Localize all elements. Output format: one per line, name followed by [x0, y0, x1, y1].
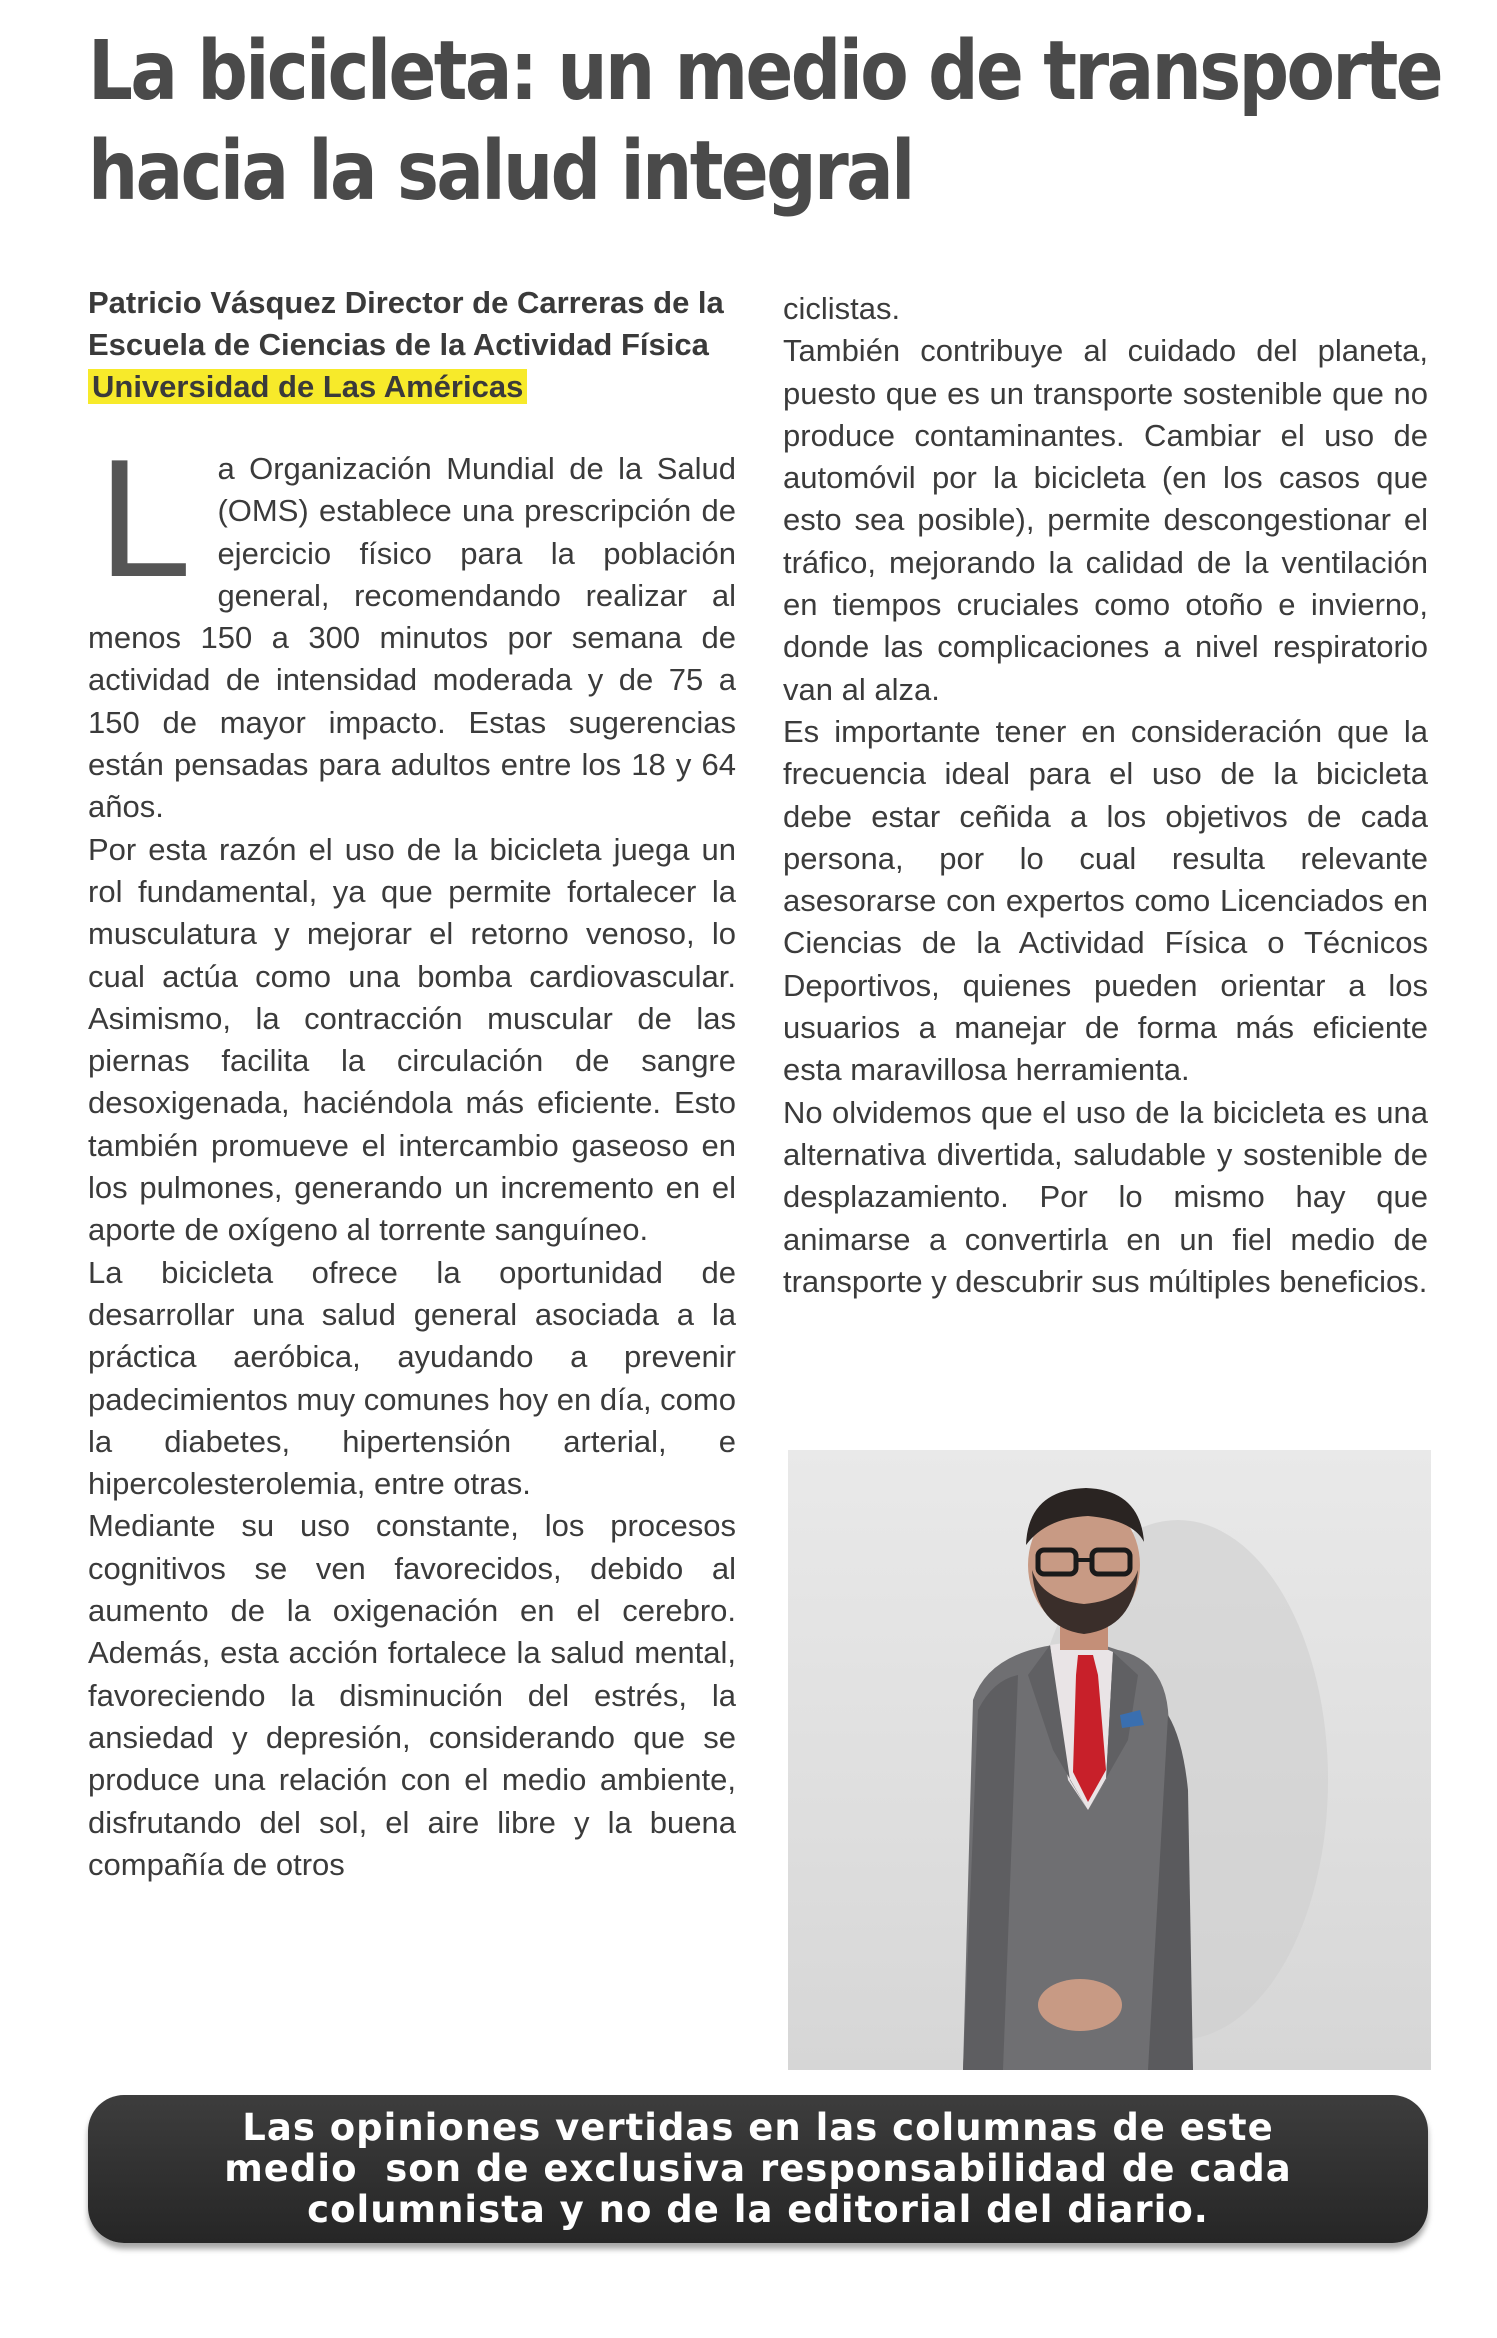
author-institution-highlight: Universidad de Las Américas	[88, 369, 527, 404]
paragraph-1	[88, 424, 736, 829]
disclaimer-line-2: medio son de exclusiva responsabilidad de cada	[224, 2147, 1292, 2190]
author-byline	[88, 282, 736, 408]
paragraph-1-text: a Organización Mundial de la Salud (OMS) establece una prescripción de ejercicio físico para la población general, recomendando realizar al menos 150 a 300 minutos por semana de actividad de intensidad moderada y de 75 a 150 de mayor impacto. Estas sugerencias están pensadas para adultos entre los 18 y 64 años.	[88, 451, 736, 825]
article-title	[88, 22, 1441, 222]
paragraph-7: Es importante tener en consideración que la frecuencia ideal para el uso de la bicicleta debe estar ceñida a los objetivos de cada persona, por lo cual resulta relevante asesorarse con expertos como Licenciados en Ciencias de la Actividad Física o Técnicos Deportivos, quienes pueden orientar a los usuarios a manejar de forma más eficiente esta maravillosa herramienta.	[783, 713, 1428, 1088]
drop-cap: L	[98, 424, 192, 612]
left-column	[88, 282, 736, 1886]
paragraph-5: ciclistas.	[783, 291, 901, 326]
editorial-disclaimer	[88, 2095, 1428, 2243]
article-title-line-2: hacia la salud integral	[88, 124, 913, 219]
disclaimer-line-3: columnista y no de la editorial del diario.	[307, 2188, 1209, 2231]
author-portrait-illustration	[788, 1450, 1431, 2070]
paragraph-2: Por esta razón el uso de la bicicleta juega un rol fundamental, ya que permite fortalecer la musculatura y mejorar el retorno venoso, lo cual actúa como una bomba cardiovascular. Asimismo, la contracción muscular de las piernas facilita la circulación de sangre desoxigenada, haciéndola más eficiente. Esto también promueve el intercambio gaseoso en los pulmones, generando un incremento en el aporte de oxígeno al torrente sanguíneo.	[88, 831, 736, 1248]
article-title-line-1: La bicicleta: un medio de transporte	[88, 24, 1441, 119]
disclaimer-line-1: Las opiniones vertidas en las columnas de este	[242, 2106, 1274, 2149]
paragraph-3: La bicicleta ofrece la oportunidad de desarrollar una salud general asociada a la práctica aeróbica, ayudando a prevenir padecimientos muy comunes hoy en día, como la diabetes, hipertensión arterial, e hipercolesterolemia, entre otras.	[88, 1254, 736, 1502]
right-column	[783, 288, 1428, 1303]
paragraph-8: No olvidemos que el uso de la bicicleta es una alternativa divertida, saludable y sostenible de desplazamiento. Por lo mismo hay que animarse a convertirla en un fiel medio de transporte y descubrir sus múltiples beneficios.	[783, 1094, 1428, 1299]
author-name-and-role: Patricio Vásquez Director de Carreras de la Escuela de Ciencias de la Actividad Física	[88, 285, 724, 362]
paragraph-6: También contribuye al cuidado del planeta, puesto que es un transporte sostenible que no produce contaminantes. Cambiar el uso de automóvil por la bicicleta (en los casos que esto sea posible), permite descongestionar el tráfico, mejorando la calidad de la ventilación en tiempos cruciales como otoño e invierno, donde las complicaciones a nivel respiratorio van al alza.	[783, 333, 1428, 707]
paragraph-4: Mediante su uso constante, los procesos cognitivos se ven favorecidos, debido al aumento de la oxigenación en el cerebro. Además, esta acción fortalece la salud mental, favoreciendo la disminución del estrés, la ansiedad y depresión, considerando que se produce una relación con el medio ambiente, disfrutando del sol, el aire libre y la buena compañía de otros	[88, 1508, 736, 1882]
author-photo	[788, 1450, 1431, 2070]
